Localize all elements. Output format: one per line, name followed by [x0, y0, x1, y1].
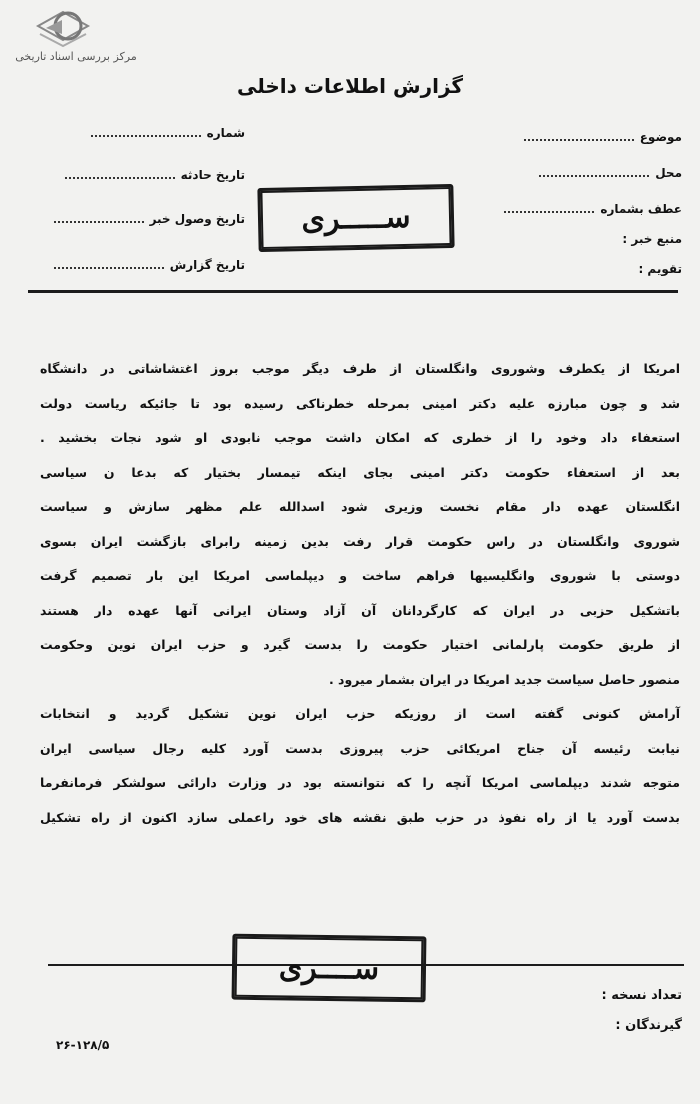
- field-news-source: [622, 232, 682, 246]
- field-news-received-date-blank: [54, 221, 144, 223]
- field-location-label: محل: [655, 166, 682, 180]
- body-line: منصور حاصل سیاست جدید امریکا در ایران بشمار میرود .: [328, 671, 680, 687]
- field-report-date-label: تاریخ گزارش: [169, 258, 245, 272]
- archive-logo-icon: [32, 4, 94, 50]
- body-line: شوروی وانگلستان در راس حکومت قرار رفت بدین زمینه رابرای بازگشت ایران بسوی: [40, 533, 680, 549]
- field-reference: [504, 202, 682, 216]
- field-number: [91, 126, 245, 140]
- body-line: آرامش کنونی گفته است از روزیکه حزب ایران نوین تشکیل گردید و انتخابات: [40, 706, 680, 721]
- body-line: بدست آورد یا از راه نفوذ در حزب طبق نقشه های خود راعملی سازد اکنون از راه تشکیل: [40, 809, 680, 825]
- field-recipients: گیرندگان :: [615, 1018, 682, 1033]
- field-number-label: شماره: [206, 126, 245, 140]
- field-report-date-blank: [54, 267, 164, 269]
- body-line: دوستی با شوروی وانگلیسیها فراهم ساخت و دیپلماسی امریکا این بار تصمیم گرفت: [40, 568, 680, 583]
- secret-stamp-top-text: ســـــری: [260, 187, 451, 249]
- field-report-date: [54, 258, 245, 272]
- field-reference-blank: [504, 211, 594, 213]
- field-subject: [524, 130, 682, 144]
- body-line: متوجه شدند دیپلماسی امریکا آنچه را که نتوانسته بود در وزارت دارائی سولشکر فرمانفرما: [40, 775, 680, 790]
- field-incident-date-blank: [65, 177, 175, 179]
- field-news-received-date: [54, 212, 245, 226]
- secret-stamp-bottom: [232, 934, 427, 1003]
- field-location: [539, 166, 682, 180]
- body-line: شد و چون مبارزه علیه دکتر امینی بمرحله خطرناکی رسیده بود تا جائیکه ریاست دولت: [40, 395, 680, 411]
- field-news-received-date-label: تاریخ وصول خبر: [149, 212, 245, 226]
- report-body: [40, 352, 680, 835]
- body-line: باتشکیل حزبی در ایران که کارگردانان آن آزاد وستان ایرانی آنها عهده دار هستند: [40, 602, 680, 618]
- field-subject-blank: [524, 139, 634, 141]
- secret-stamp-top: [257, 184, 454, 252]
- field-reference-label: عطف بشماره: [600, 202, 682, 216]
- document-code: ۲۶-۱۲۸/۵: [56, 1038, 110, 1052]
- field-evaluation: [638, 262, 682, 276]
- header-divider: [28, 290, 678, 293]
- field-copies: تعداد نسخه :: [601, 988, 682, 1003]
- body-line: انگلستان عهده دار مقام نخست وزیری شود اسدالله علم مظهر سازش و سیاست: [40, 499, 680, 514]
- field-location-blank: [539, 175, 649, 177]
- body-line: نیابت رئیسه آن جناح امریکائی حزب پیروزی بدست آورد کلیه رجال سیاسی ایران: [40, 740, 680, 756]
- body-line: استعفاء داد وخود را از خطری که امکان داشت موجب نابودی او شود نجات بخشید .: [40, 430, 680, 445]
- body-line: امریکا از یکطرف وشوروی وانگلستان از طرف دیگر موجب بروز اغتشاشاتی در دانشگاه: [40, 361, 680, 376]
- field-evaluation-label: تقویم :: [638, 262, 682, 276]
- field-incident-date-label: تاریخ حادثه: [180, 168, 245, 182]
- body-line: از طریق حکومت پارلمانی اختیار حکومت را بدست گیرد و حزب ایران نوین وحکومت: [40, 637, 680, 652]
- body-line: بعد از استعفاء حکومت دکتر امینی بجای اینکه تیمسار بختیار که بدعا ن سیاسی: [40, 464, 680, 480]
- page-title: گزارش اطلاعات داخلی: [236, 74, 464, 98]
- secret-stamp-bottom-text: ســــری: [235, 937, 424, 1000]
- field-incident-date: [65, 168, 245, 182]
- field-news-source-label: منبع خبر :: [622, 232, 682, 246]
- archive-watermark-text: مرکز بررسی اسناد تاریخی: [15, 50, 137, 63]
- field-number-blank: [91, 135, 201, 137]
- field-subject-label: موضوع: [639, 130, 682, 144]
